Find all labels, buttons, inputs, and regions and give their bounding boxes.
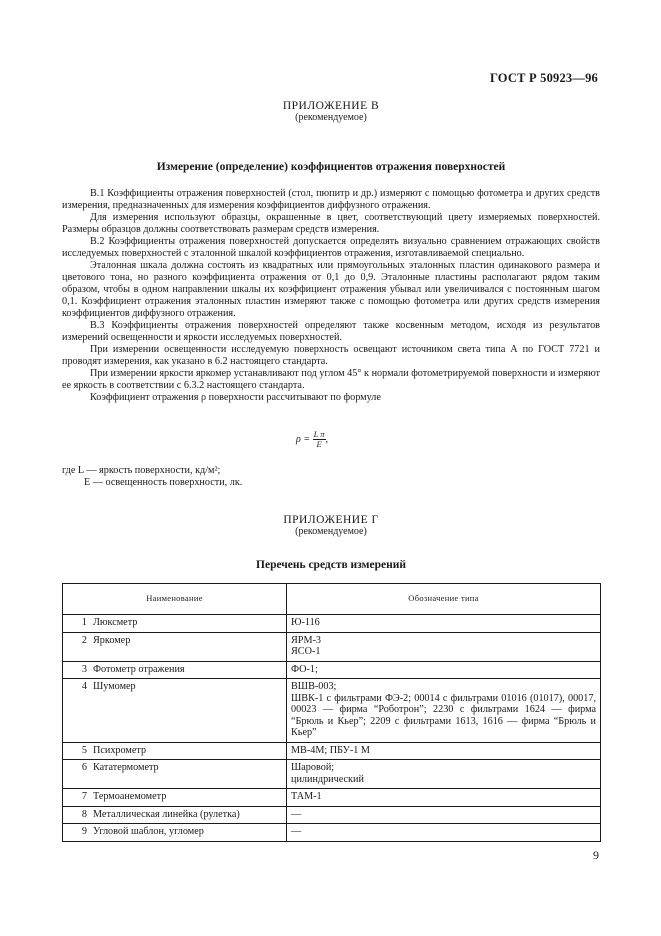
instrument-name: Кататермометр <box>93 762 159 773</box>
paragraph-b2-scale: Эталонная шкала должна состоять из квадратных или прямоугольных эталонных пластин одинакового размера и цветового тона, но разного коэффициента отражения от 0,1 до 0,9. Эталонные пластины располагают рядом таким образом, чтобы в одном направлении шкалы их коэффициент отражения убывал или увеличивался с постоянным шагом 0,1. Коэффициент отражения эталонных пластин измеряют также с помощью фотометра или других средств измерения коэффициентов диффузного отражения. <box>62 260 600 319</box>
row-number: 3 <box>81 663 87 675</box>
instrument-name: Яркомер <box>93 634 131 646</box>
instrument-name: Металлическая линейка (рулетка) <box>93 808 240 820</box>
instrument-name: Психрометр <box>93 744 147 756</box>
instrument-name: Угловой шаблон, угломер <box>93 826 204 837</box>
instrument-name: Люксметр <box>93 617 138 628</box>
table-header-row <box>63 584 601 615</box>
reflectance-formula <box>296 430 328 449</box>
instrument-type-cell: ФО-1; <box>287 661 601 679</box>
table-row <box>63 615 601 633</box>
table-row <box>63 824 601 842</box>
formula-legend <box>62 465 242 489</box>
paragraph-b2: В.2 Коэффициенты отражения поверхностей допускается определять визуально сравнением отражающих свойств исследуемых поверхностей с эталонной шкалой коэффициентов отражения, изготавливаемой специально. <box>62 236 600 259</box>
appendix-g-subtitle: (рекомендуемое) <box>295 526 367 537</box>
instrument-name: Фотометр отражения <box>93 663 185 675</box>
legend-luminance: где L — яркость поверхности, кд/м²; <box>62 465 221 476</box>
paragraph-b3-illuminance: При измерении освещенности исследуемую поверхность освещают источником света типа А по ГОСТ 7721 и проводят измерения, как указано в 6.2 настоящего стандарта. <box>62 344 600 367</box>
instrument-name-cell <box>63 615 287 633</box>
instrument-type-cell: Шаровой; цилиндрический <box>287 760 601 789</box>
instrument-type-cell: Ю-116 <box>291 617 320 628</box>
instrument-name-cell <box>63 679 287 743</box>
paragraph-b3-formula-intro: Коэффициент отражения ρ поверхности рассчитывают по формуле <box>90 392 381 403</box>
column-header-name: Наименование <box>63 584 287 615</box>
instrument-name-cell <box>63 806 287 824</box>
appendix-b-heading: Измерение (определение) коэффициентов отражения поверхностей <box>156 161 506 173</box>
row-number: 5 <box>81 744 87 756</box>
page-number: 9 <box>593 848 599 862</box>
formula-numerator: L π <box>313 429 325 439</box>
instrument-type-cell: ВШВ-003; ШВК-1 с фильтрами ФЭ-2; 00014 с фильтрами 01016 (01017), 00017, 00023 — фирма “Роботрон”; 2230 с фильтрами 1624 — фирма “Брюль и Кьер”; 2209 с фильтрами 1613, 1616 — фирма “Брюль и Кьер” <box>287 679 601 743</box>
instrument-name: Шумомер <box>93 681 136 692</box>
row-number: 8 <box>81 808 87 820</box>
instrument-type-cell: — <box>287 824 601 842</box>
instruments-table <box>62 583 601 842</box>
paragraph-b1-samples: Для измерения используют образцы, окрашенные в цвет, соответствующий цвету измеряемых поверхностей. Размеры образцов должны соответствовать размерам средств измерения. <box>62 212 600 235</box>
formula-lhs: ρ = <box>296 433 311 445</box>
legend-illuminance: E — освещенность поверхности, лк. <box>84 477 243 488</box>
appendix-b-subtitle: (рекомендуемое) <box>295 112 367 123</box>
formula-denominator: E <box>316 439 322 449</box>
row-number: 7 <box>81 791 87 802</box>
appendix-b-title: ПРИЛОЖЕНИЕ В <box>282 100 380 112</box>
table-row <box>63 679 601 743</box>
instrument-name-cell <box>63 632 287 661</box>
row-number: 6 <box>81 762 87 773</box>
table-row <box>63 760 601 789</box>
appendix-g-title: ПРИЛОЖЕНИЕ Г <box>283 514 379 526</box>
row-number: 4 <box>81 681 87 692</box>
instrument-name-cell <box>63 824 287 842</box>
paragraph-b3-luminance: При измерении яркости яркомер устанавливают под углом 45° к нормали фотометрируемой поверхности и измеряют ее яркость в соответствии с 6.3.2 настоящего стандарта. <box>62 368 600 391</box>
table-row <box>63 806 601 824</box>
table-row <box>63 632 601 661</box>
table-row <box>63 742 601 760</box>
instrument-name: Термоанемометр <box>93 791 167 802</box>
paragraph-b1: В.1 Коэффициенты отражения поверхностей (стол, пюпитр и др.) измеряют с помощью фотометра и других средств измерения, предназначенных для измерения коэффициентов диффузного отражения. <box>62 188 600 211</box>
instrument-name-cell <box>63 760 287 789</box>
table-row <box>63 789 601 807</box>
appendix-b-body <box>62 188 600 404</box>
instrument-name-cell <box>63 661 287 679</box>
instrument-name-cell <box>63 789 287 807</box>
instrument-type-cell: ЯРМ-3 ЯСО-1 <box>287 632 601 661</box>
paragraph-b3: В.3 Коэффициенты отражения поверхностей определяют также косвенным методом, исходя из результатов измерений освещенности и яркости исследуемых поверхностей. <box>62 320 600 343</box>
formula-tail: , <box>325 433 329 445</box>
column-header-type: Обозначение типа <box>287 584 601 615</box>
instrument-type-cell: — <box>287 806 601 824</box>
instrument-name-cell <box>63 742 287 760</box>
appendix-g-heading: Перечень средств измерений <box>256 559 406 571</box>
instrument-type-cell: МВ-4М; ПБУ-1 М <box>287 742 601 760</box>
row-number: 9 <box>81 826 87 837</box>
standard-number: ГОСТ Р 50923—96 <box>489 71 598 85</box>
table-row <box>63 661 601 679</box>
row-number: 2 <box>81 634 87 646</box>
row-number: 1 <box>81 617 87 628</box>
instrument-type-cell: ТАМ-1 <box>287 789 601 807</box>
formula-fraction <box>313 430 326 449</box>
